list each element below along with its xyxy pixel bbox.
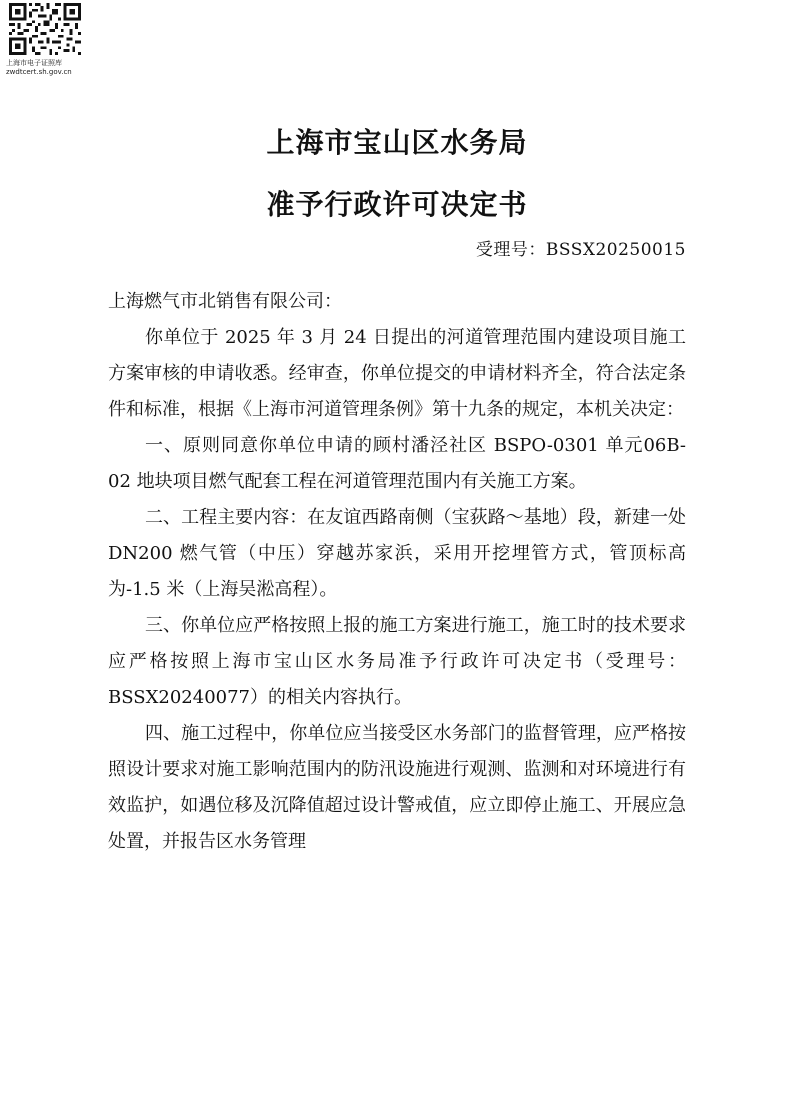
qr-code-image <box>9 3 81 55</box>
document-title: 准予行政许可决定书 <box>266 188 528 221</box>
issuing-org-title: 上海市宝山区水务局 <box>266 126 528 159</box>
recipient-line: 上海燃气市北销售有限公司： <box>108 291 342 312</box>
paragraph-intro: 你单位于 2025 年 3 月 24 日提出的河道管理范围内建设项目施工方案审核的申请收悉。经审查，你单位提交的申请材料齐全，符合法定条件和标准，根据《上海市河道管理条例》第十九条的规定，本机关决定： <box>108 327 686 420</box>
paragraph-item-3: 三、你单位应严格按照上报的施工方案进行施工，施工时的技术要求应严格按照上海市宝山区水务局准予行政许可决定书（受理号：BSSX20240077）的相关内容执行。 <box>108 615 686 708</box>
paragraph-item-2: 二、工程主要内容：在友谊西路南侧（宝荻路～基地）段，新建一处 DN200 燃气管（中压）穿越苏家浜，采用开挖埋管方式，管顶标高为-1.5 米（上海吴淞高程）。 <box>108 507 686 600</box>
paragraph-item-1: 一、原则同意你单位申请的顾村潘泾社区 BSPO-0301 单元06B-02 地块项目燃气配套工程在河道管理范围内有关施工方案。 <box>108 435 686 492</box>
document-body <box>108 284 686 860</box>
qr-code-block <box>6 3 82 77</box>
qr-caption-org: 上海市电子证照库 <box>6 59 62 67</box>
reference-number: 受理号：BSSX20250015 <box>475 240 686 260</box>
qr-caption-url: zwdtcert.sh.gov.cn <box>6 68 72 76</box>
paragraph-item-4: 四、施工过程中，你单位应当接受区水务部门的监督管理，应严格按照设计要求对施工影响范围内的防汛设施进行观测、监测和对环境进行有效监护，如遇位移及沉降值超过设计警戒值，应立即停止施工、开展应急处置，并报告区水务管理 <box>108 723 686 852</box>
